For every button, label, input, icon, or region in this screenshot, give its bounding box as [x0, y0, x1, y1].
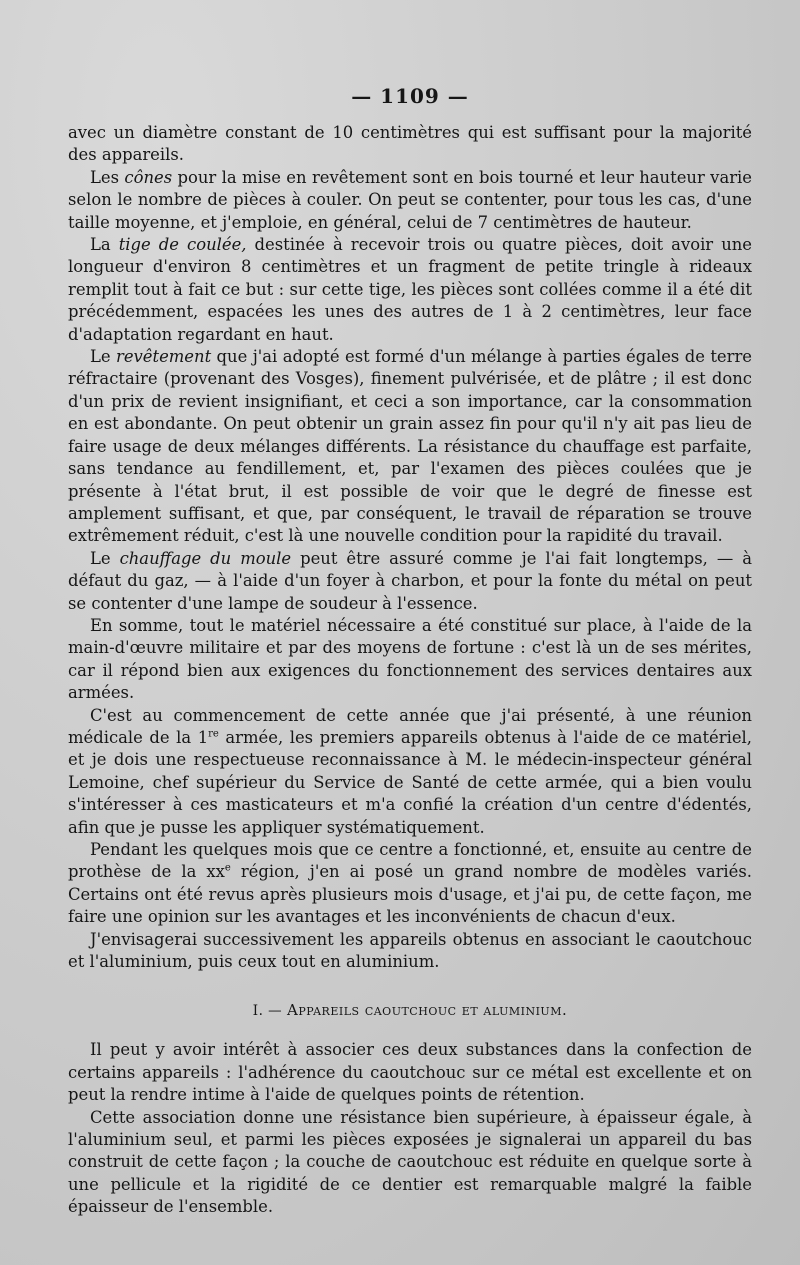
text-run: peut être assuré comme je l'ai fait longtemps, — à défaut du gaz, — à l'aide d'un foyer à charbon, et pour la fonte du métal on peut se contenter d'une lampe de soudeur à l'essence. — [68, 548, 752, 613]
paragraph — [68, 167, 752, 234]
italic-term: chauffage du moule — [119, 548, 292, 568]
paragraph — [68, 122, 752, 167]
paragraph — [68, 346, 752, 548]
text-run: avec un diamètre constant de 10 centimètres qui est suffisant pour la majorité des appareils. — [68, 123, 752, 165]
text-run: La — [90, 235, 119, 255]
paragraph — [68, 1107, 752, 1219]
text-run: armée, les premiers appareils obtenus à l'aide de ce matériel, et je dois une respectueuse reconnaissance à M. le médecin-inspecteur général Lemoine, chef supérieur du Service de Santé de cette armée, qui a bien voulu s'intéresser à ces masticateurs et m'a confié la création d'un centre d'édentés, afin que je pusse les appliquer systématiquement. — [68, 727, 752, 837]
text-run: région, j'en ai posé un grand nombre de modèles variés. Certains ont été revus après plusieurs mois d'usage, et j'ai pu, de cette façon, me faire une opinion sur les avantages et les inconvénients de chacun d'eux. — [68, 862, 752, 927]
italic-term: cônes — [124, 167, 173, 187]
body-text-before-heading — [68, 122, 752, 973]
text-run: C'est au commencement de cette année que j'ai présenté, à une réunion médicale de la 1 — [68, 705, 752, 747]
superscript: e — [224, 862, 231, 874]
paragraph — [68, 839, 752, 929]
text-run: Il peut y avoir intérêt à associer ces deux substances dans la confection de certains appareils : l'adhérence du caoutchouc sur ce métal est excellente et on peut la rendre intime à l'aide de quelques points de rétention. — [68, 1040, 752, 1105]
text-run: pour la mise en revêtement sont en bois tourné et leur hauteur varie selon le nombre de pièces à couler. On peut se contenter, pour tous les cas, d'une taille moyenne, et j'emploie, en général, celui de 7 centimètres de hauteur. — [68, 167, 752, 232]
text-run: Pendant les quelques mois que ce centre a fonctionné, et, ensuite au centre de prothèse de la xx — [68, 840, 752, 882]
section-number: I. — — [252, 1003, 287, 1020]
text-run: Le — [90, 548, 120, 568]
text-run: Cette association donne une résistance bien supérieure, à épaisseur égale, à l'aluminium seul, et parmi les pièces exposées je signalerai un appareil du bas construit de cette façon ; la couche de caoutchouc est réduite en quelque sorte à une pellicule et la rigidité de ce dentier est remarquable malgré la faible épaisseur de l'ensemble. — [68, 1107, 752, 1217]
paragraph — [68, 929, 752, 974]
superscript: re — [208, 728, 219, 740]
text-run: destinée à recevoir trois ou quatre pièces, doit avoir une longueur d'environ 8 centimètres et un fragment de petite tringle à rideaux remplit tout à fait ce but : sur cette tige, les pièces sont collées comme il a été dit précédemment, espacées les unes des autres de 1 à 2 centimètres, leur face d'adaptation regardant en haut. — [68, 235, 753, 344]
italic-term: tige de coulée, — [118, 235, 247, 255]
body-text-after-heading — [68, 1039, 752, 1218]
paragraph — [68, 705, 752, 839]
page-number: — 1109 — — [351, 84, 469, 108]
section-heading — [68, 1001, 752, 1019]
text-run: que j'ai adopté est formé d'un mélange à parties égales de terre réfractaire (provenant des Vosges), finement pulvérisée, et de plâtre ; il est donc d'un prix de revient insignifiant, et ceci a son importance, car la consommation en est abondante. On peut obtenir un grain assez fin pour qu'il n'y ait pas lieu de faire usage de deux mélanges différents. La résistance du chauffage est parfaite, sans tendance au fendillement, et, par l'examen des pièces coulées que je présente à l'état brut, il est possible de voir que le degré de finesse est amplement suffisant, et que, par conséquent, le travail de réparation se trouve extrêmement réduit, c'est là une nouvelle condition pour la rapidité du travail. — [68, 347, 752, 546]
paragraph — [68, 1039, 752, 1106]
text-run: En somme, tout le matériel nécessaire a été constitué sur place, à l'aide de la main-d'œuvre militaire et par des moyens de fortune : c'est là un de ses mérites, car il répond bien aux exigences du fonctionnement des services dentaires aux armées. — [68, 615, 752, 703]
paragraph — [68, 548, 752, 615]
paragraph — [68, 615, 752, 705]
italic-term: revêtement — [115, 347, 212, 367]
text-run: J'envisagerai successivement les appareils obtenus en associant le caoutchouc et l'aluminium, puis ceux tout en aluminium. — [68, 929, 752, 972]
text-run: Les — [90, 167, 125, 187]
text-run: Le — [90, 347, 116, 367]
paragraph — [68, 234, 752, 346]
section-title: Appareils caoutchouc et aluminium. — [286, 1001, 568, 1020]
